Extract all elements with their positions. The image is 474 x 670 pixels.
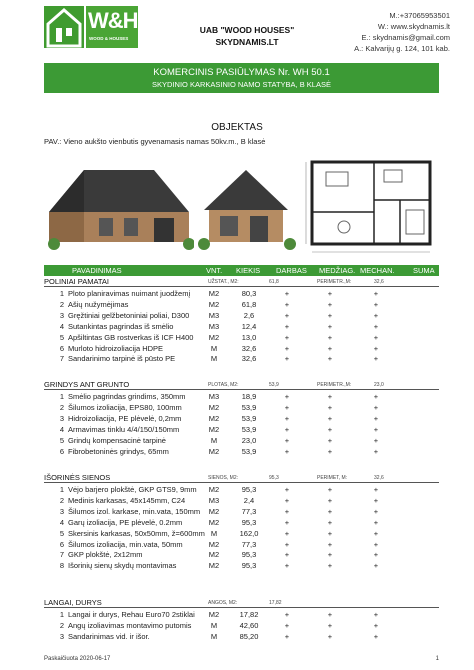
row-work-mark: + <box>284 517 290 527</box>
table-row <box>44 391 439 402</box>
row-name: Sandarinimo tarpinė iš pūsto PE <box>68 354 176 364</box>
row-work-mark: + <box>284 495 290 505</box>
row-name: Skersinis karkasas, 50x50mm, ž=600mm <box>68 528 205 538</box>
row-material-mark: + <box>327 446 333 456</box>
row-number: 3 <box>59 310 64 320</box>
row-number: 2 <box>59 495 64 505</box>
row-unit: M <box>210 354 218 364</box>
row-number: 1 <box>59 392 64 401</box>
table-row <box>44 506 439 517</box>
row-quantity: 80,3 <box>241 289 257 298</box>
row-mechanism-mark: + <box>373 528 379 538</box>
row-quantity: 13,0 <box>241 332 257 342</box>
row-material-mark: + <box>327 485 333 494</box>
row-unit: M <box>210 528 218 538</box>
section-header <box>44 276 439 287</box>
row-quantity: 23,0 <box>241 435 257 445</box>
row-quantity: 2,6 <box>243 310 255 320</box>
row-quantity: 53,9 <box>241 413 257 423</box>
row-number: 4 <box>59 517 64 527</box>
section-meta2-label: PERIMETR.,M: <box>317 279 352 285</box>
row-quantity: 42,60 <box>239 620 259 630</box>
row-work-mark: + <box>284 289 290 298</box>
contact-phone: M.:+37065953501 <box>389 11 450 20</box>
row-material-mark: + <box>327 610 333 619</box>
row-unit: M <box>210 435 218 445</box>
house-drawings <box>44 152 439 262</box>
page-number: 1 <box>435 656 439 662</box>
row-unit: M2 <box>208 550 220 560</box>
calculation-date: Paskaičiuota 2020-06-17 <box>44 656 111 662</box>
table-row <box>44 332 439 343</box>
house-renders-image <box>44 152 439 262</box>
row-name: Sutankintas pagrindas iš smėlio <box>68 321 174 331</box>
row-quantity: 95,3 <box>241 550 257 560</box>
section-meta1-value: 17,82 <box>269 600 282 606</box>
section-meta2-value: 23,0 <box>374 382 384 388</box>
row-number: 3 <box>59 631 64 641</box>
col-mechanism-header: MECHAN. <box>360 266 395 275</box>
row-material-mark: + <box>327 620 333 630</box>
row-unit: M2 <box>208 446 220 456</box>
row-unit: M2 <box>208 289 220 298</box>
row-work-mark: + <box>284 506 290 516</box>
row-number: 6 <box>59 446 64 456</box>
row-quantity: 95,3 <box>241 485 257 494</box>
row-quantity: 53,9 <box>241 424 257 434</box>
section-meta2-label: PERIMET, M: <box>317 475 348 481</box>
row-name: Medinis karkasas, 45x145mm, C24 <box>68 495 186 505</box>
row-name: Sandarinimas vid. ir išor. <box>68 631 150 641</box>
col-work-header: DARBAS <box>276 266 307 275</box>
row-unit: M2 <box>208 413 220 423</box>
section-meta1-value: 95,3 <box>269 475 279 481</box>
row-quantity: 32,6 <box>241 354 257 364</box>
row-name: Šilumos izol. karkase, min.vata, 150mm <box>68 506 201 516</box>
offer-banner <box>44 63 439 93</box>
row-mechanism-mark: + <box>373 413 379 423</box>
row-material-mark: + <box>327 310 333 320</box>
col-qty-header: KIEKIS <box>236 266 261 275</box>
row-number: 5 <box>59 435 64 445</box>
row-number: 4 <box>59 321 64 331</box>
table-row <box>44 446 439 457</box>
col-name-header: PAVADINIMAS <box>72 266 122 275</box>
table-row <box>44 435 439 446</box>
row-name: Fibrobetoninės grindys, 65mm <box>68 446 169 456</box>
section-header <box>44 597 439 608</box>
row-unit: M3 <box>208 495 220 505</box>
table-header <box>44 265 439 276</box>
row-name: Ašių nužymėjimas <box>68 299 129 309</box>
row-material-mark: + <box>327 539 333 549</box>
table-row <box>44 549 439 560</box>
row-number: 2 <box>59 299 64 309</box>
row-work-mark: + <box>284 539 290 549</box>
row-work-mark: + <box>284 299 290 309</box>
row-name: Hidroizoliacija, PE plėvelė, 0,2mm <box>68 413 182 423</box>
table-row <box>44 353 439 364</box>
row-mechanism-mark: + <box>373 289 379 298</box>
row-mechanism-mark: + <box>373 299 379 309</box>
object-heading: OBJEKTAS <box>211 122 263 133</box>
row-name: Išorinių sienų skydų montavimas <box>68 561 177 571</box>
row-unit: M2 <box>208 485 220 494</box>
table-row <box>44 413 439 424</box>
row-unit: M2 <box>208 402 220 412</box>
section-title: POLINIAI PAMATAI <box>44 277 110 286</box>
row-work-mark: + <box>284 610 290 619</box>
row-name: Vėjo barjero plokštė, GKP GTS9, 9mm <box>68 485 197 494</box>
row-mechanism-mark: + <box>373 435 379 445</box>
section-meta1-label: UŽSTAT., M2: <box>208 279 239 285</box>
row-unit: M3 <box>208 392 220 401</box>
row-mechanism-mark: + <box>373 402 379 412</box>
row-mechanism-mark: + <box>373 424 379 434</box>
row-work-mark: + <box>284 310 290 320</box>
row-number: 6 <box>59 539 64 549</box>
row-quantity: 12,4 <box>241 321 257 331</box>
row-name: Smėlio pagrindas grindims, 350mm <box>68 392 186 401</box>
row-unit: M <box>210 631 218 641</box>
row-mechanism-mark: + <box>373 506 379 516</box>
col-total-header: SUMA <box>413 266 435 275</box>
section-meta1-value: 61,8 <box>269 279 279 285</box>
row-mechanism-mark: + <box>373 550 379 560</box>
row-quantity: 53,9 <box>241 402 257 412</box>
row-work-mark: + <box>284 631 290 641</box>
row-mechanism-mark: + <box>373 392 379 401</box>
row-work-mark: + <box>284 354 290 364</box>
row-quantity: 53,9 <box>241 446 257 456</box>
row-unit: M3 <box>208 310 220 320</box>
row-unit: M2 <box>208 539 220 549</box>
row-mechanism-mark: + <box>373 343 379 353</box>
row-number: 3 <box>59 506 64 516</box>
row-quantity: 77,3 <box>241 506 257 516</box>
row-work-mark: + <box>284 392 290 401</box>
row-name: Šilumos izoliacija, EPS80, 100mm <box>68 402 182 412</box>
col-material-header: MEDŽIAG. <box>319 266 356 275</box>
row-work-mark: + <box>284 620 290 630</box>
row-number: 2 <box>59 620 64 630</box>
row-unit: M <box>210 343 218 353</box>
table-row <box>44 321 439 332</box>
row-name: Grindų kompensacinė tarpinė <box>68 435 166 445</box>
table-row <box>44 528 439 539</box>
row-material-mark: + <box>327 550 333 560</box>
row-material-mark: + <box>327 631 333 641</box>
section-title: GRINDYS ANT GRUNTO <box>44 380 130 389</box>
company-line-2: SKYDNAMIS.LT <box>215 37 279 47</box>
row-name: Murloto hidroizoliacija HDPE <box>68 343 164 353</box>
company-logo <box>44 6 138 48</box>
row-material-mark: + <box>327 435 333 445</box>
house-logo-icon <box>44 6 84 48</box>
row-unit: M2 <box>208 610 220 619</box>
col-unit-header: VNT. <box>206 266 223 275</box>
section-meta2-value: 32,6 <box>374 475 384 481</box>
row-number: 5 <box>59 332 64 342</box>
row-number: 6 <box>59 343 64 353</box>
row-mechanism-mark: + <box>373 446 379 456</box>
row-quantity: 2,4 <box>243 495 255 505</box>
row-mechanism-mark: + <box>373 631 379 641</box>
row-material-mark: + <box>327 354 333 364</box>
row-name: Ploto planiravimas nuimant juodžemį <box>68 289 191 298</box>
row-mechanism-mark: + <box>373 321 379 331</box>
row-number: 1 <box>59 289 64 298</box>
row-number: 7 <box>59 550 64 560</box>
row-unit: M3 <box>208 321 220 331</box>
table-row <box>44 288 439 299</box>
row-work-mark: + <box>284 485 290 494</box>
section-meta1-label: ANGOS, M2: <box>208 600 238 606</box>
row-quantity: 17,82 <box>239 610 259 619</box>
row-material-mark: + <box>327 392 333 401</box>
row-work-mark: + <box>284 332 290 342</box>
row-work-mark: + <box>284 424 290 434</box>
section-title: IŠORINĖS SIENOS <box>44 473 111 482</box>
row-name: GKP plokštė, 2x12mm <box>68 550 143 560</box>
row-work-mark: + <box>284 413 290 423</box>
row-work-mark: + <box>284 402 290 412</box>
table-row <box>44 343 439 354</box>
section-meta2-label: PERIMETR.,M: <box>317 382 352 388</box>
row-unit: M2 <box>208 299 220 309</box>
company-line-1: UAB "WOOD HOUSES" <box>199 25 295 35</box>
row-work-mark: + <box>284 528 290 538</box>
row-name: Šilumos izoliacija, min.vata, 50mm <box>68 539 183 549</box>
row-quantity: 18,9 <box>241 392 257 401</box>
section-header <box>44 472 439 483</box>
row-mechanism-mark: + <box>373 485 379 494</box>
object-description: PAV.: Vieno aukšto vienbutis gyvenamasis namas 50kv.m., B klasė <box>44 137 266 146</box>
row-unit: M <box>210 620 218 630</box>
table-row <box>44 609 439 620</box>
table-row <box>44 424 439 435</box>
row-name: Langai ir durys, Rehau Euro70 2stiklai <box>68 610 195 619</box>
section-meta1-value: 53,9 <box>269 382 279 388</box>
row-number: 4 <box>59 424 64 434</box>
section-meta1-label: PLOTAS, M2: <box>208 382 239 388</box>
row-quantity: 61,8 <box>241 299 257 309</box>
row-material-mark: + <box>327 402 333 412</box>
table-row <box>44 495 439 506</box>
row-material-mark: + <box>327 561 333 571</box>
row-work-mark: + <box>284 343 290 353</box>
row-mechanism-mark: + <box>373 495 379 505</box>
row-quantity: 162,0 <box>239 528 259 538</box>
logo-tagline: WOOD & HOUSES <box>89 36 129 41</box>
row-name: Garų izoliacija, PE plėvelė, 0.2mm <box>68 517 183 527</box>
section-title: LANGAI, DURYS <box>44 598 102 607</box>
row-material-mark: + <box>327 299 333 309</box>
contact-website[interactable]: W.: www.skydnamis.lt <box>377 22 450 31</box>
table-row <box>44 539 439 550</box>
row-material-mark: + <box>327 424 333 434</box>
row-unit: M2 <box>208 332 220 342</box>
section-meta1-label: SIENOS, M2: <box>208 475 239 481</box>
row-number: 7 <box>59 354 64 364</box>
offer-subtitle: SKYDINIO KARKASINIO NAMO STATYBA, B KLASĖ <box>152 80 331 89</box>
row-material-mark: + <box>327 343 333 353</box>
row-name: Apšiltintas GB rostverkas iš ICF H400 <box>68 332 194 342</box>
row-work-mark: + <box>284 550 290 560</box>
row-number: 1 <box>59 610 64 619</box>
row-unit: M2 <box>208 561 220 571</box>
row-mechanism-mark: + <box>373 354 379 364</box>
contact-email[interactable]: E.: skydnamis@gmail.com <box>361 33 450 42</box>
row-material-mark: + <box>327 528 333 538</box>
row-material-mark: + <box>327 506 333 516</box>
row-unit: M2 <box>208 517 220 527</box>
row-mechanism-mark: + <box>373 332 379 342</box>
section-header <box>44 379 439 390</box>
offer-title: KOMERCINIS PASIŪLYMAS Nr. WH 50.1 <box>153 67 330 78</box>
logo-wordmark: W&H <box>88 8 138 33</box>
row-mechanism-mark: + <box>373 561 379 571</box>
row-name: Armavimas tinklu 4/4/150/150mm <box>68 424 180 434</box>
row-quantity: 85,20 <box>239 631 259 641</box>
row-material-mark: + <box>327 332 333 342</box>
row-number: 2 <box>59 402 64 412</box>
row-number: 1 <box>59 485 64 494</box>
row-mechanism-mark: + <box>373 620 379 630</box>
row-work-mark: + <box>284 321 290 331</box>
company-name <box>192 24 302 48</box>
row-mechanism-mark: + <box>373 517 379 527</box>
table-row <box>44 402 439 413</box>
table-row <box>44 631 439 642</box>
table-row <box>44 310 439 321</box>
row-unit: M2 <box>208 506 220 516</box>
row-work-mark: + <box>284 446 290 456</box>
table-row <box>44 299 439 310</box>
table-row <box>44 484 439 495</box>
table-row <box>44 560 439 571</box>
row-mechanism-mark: + <box>373 310 379 320</box>
row-number: 8 <box>59 561 64 571</box>
row-quantity: 77,3 <box>241 539 257 549</box>
contact-address: A.: Kalvarijų g. 124, 101 kab. <box>354 44 450 53</box>
table-row <box>44 517 439 528</box>
row-quantity: 95,3 <box>241 561 257 571</box>
row-material-mark: + <box>327 321 333 331</box>
row-name: Angų izoliavimas montavimo putomis <box>68 620 192 630</box>
row-unit: M2 <box>208 424 220 434</box>
contact-block <box>354 10 450 54</box>
row-mechanism-mark: + <box>373 610 379 619</box>
row-work-mark: + <box>284 435 290 445</box>
section-meta2-value: 32,6 <box>374 279 384 285</box>
row-number: 5 <box>59 528 64 538</box>
table-row <box>44 620 439 631</box>
row-mechanism-mark: + <box>373 539 379 549</box>
row-material-mark: + <box>327 413 333 423</box>
row-quantity: 32,6 <box>241 343 257 353</box>
row-work-mark: + <box>284 561 290 571</box>
row-number: 3 <box>59 413 64 423</box>
row-quantity: 95,3 <box>241 517 257 527</box>
row-name: Gręžtiniai gelžbetoniniai poliai, D300 <box>68 310 190 320</box>
row-material-mark: + <box>327 495 333 505</box>
row-material-mark: + <box>327 289 333 298</box>
row-material-mark: + <box>327 517 333 527</box>
